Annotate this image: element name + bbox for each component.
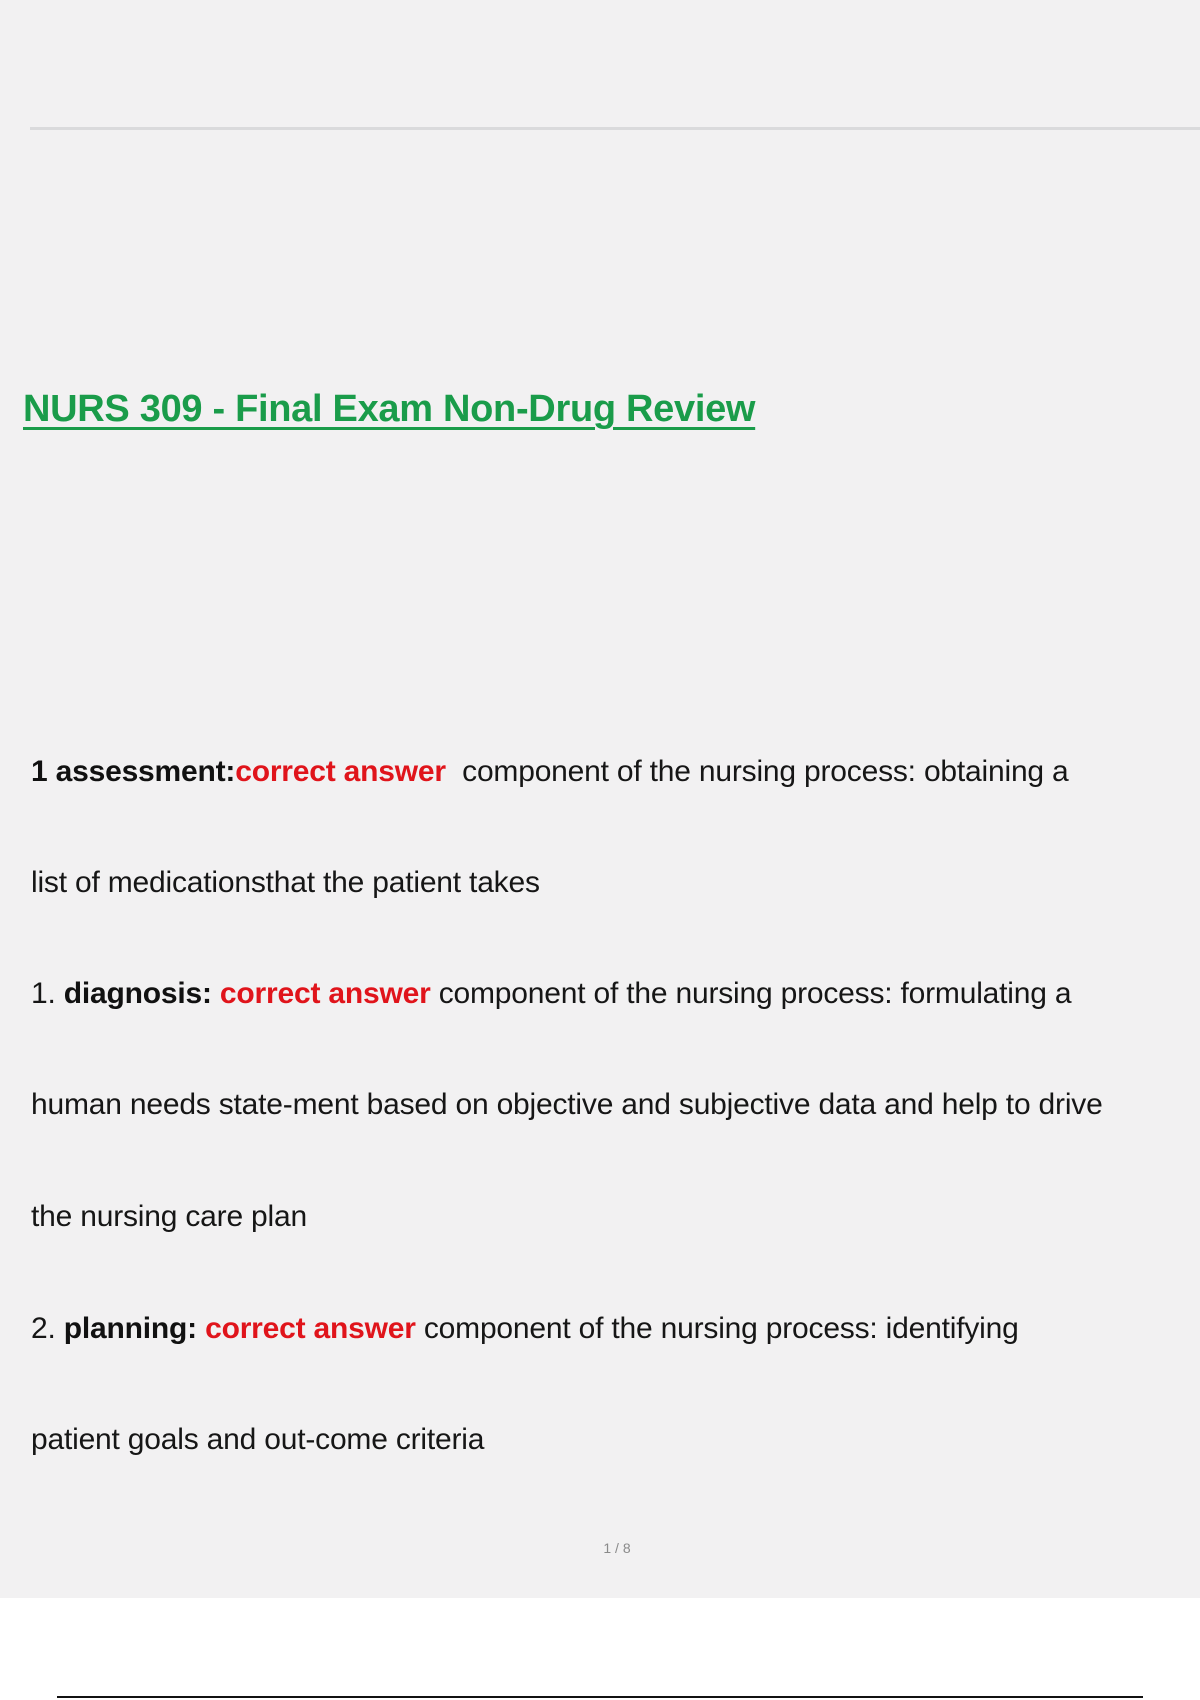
entry-2-term: diagnosis: [63, 977, 220, 1010]
header-divider [30, 127, 1200, 130]
entry-1-text-line-1: component of the nursing process: obtaining a [462, 755, 1069, 788]
entry-2-text-line-3: the nursing care plan [31, 1200, 307, 1233]
entry-3-first-line [31, 1312, 1019, 1346]
page-number: 1 / 8 [603, 1540, 631, 1556]
entry-2-prefix: 1. [31, 977, 64, 1010]
entry-3-text-line-2: patient goals and out-come criteria [31, 1423, 485, 1456]
document-title[interactable]: NURS 309 - Final Exam Non-Drug Review [23, 388, 756, 430]
next-page-divider [57, 1696, 1143, 1698]
entry-1-prefix: 1 [31, 755, 56, 788]
entry-1-first-line [31, 755, 1069, 789]
entry-3-prefix: 2. [31, 1312, 64, 1345]
entry-2-answer-label: correct answer [219, 977, 431, 1010]
entry-2-text-line-2: human needs state-ment based on objective and subjective data and help to drive [31, 1088, 1103, 1121]
entry-2-text-line-1: component of the nursing process: formulating a [438, 977, 1072, 1010]
entry-3-term: planning: [63, 1312, 206, 1345]
entry-3-text-line-1: component of the nursing process: identifying [423, 1312, 1019, 1345]
entry-1-answer-label: correct answer [235, 755, 446, 788]
entry-1-text-line-2: list of medicationsthat the patient takes [31, 866, 540, 899]
entry-3-answer-label: correct answer [205, 1312, 416, 1345]
entry-1-term: assessment: [55, 755, 236, 788]
entry-2-first-line [31, 977, 1071, 1011]
